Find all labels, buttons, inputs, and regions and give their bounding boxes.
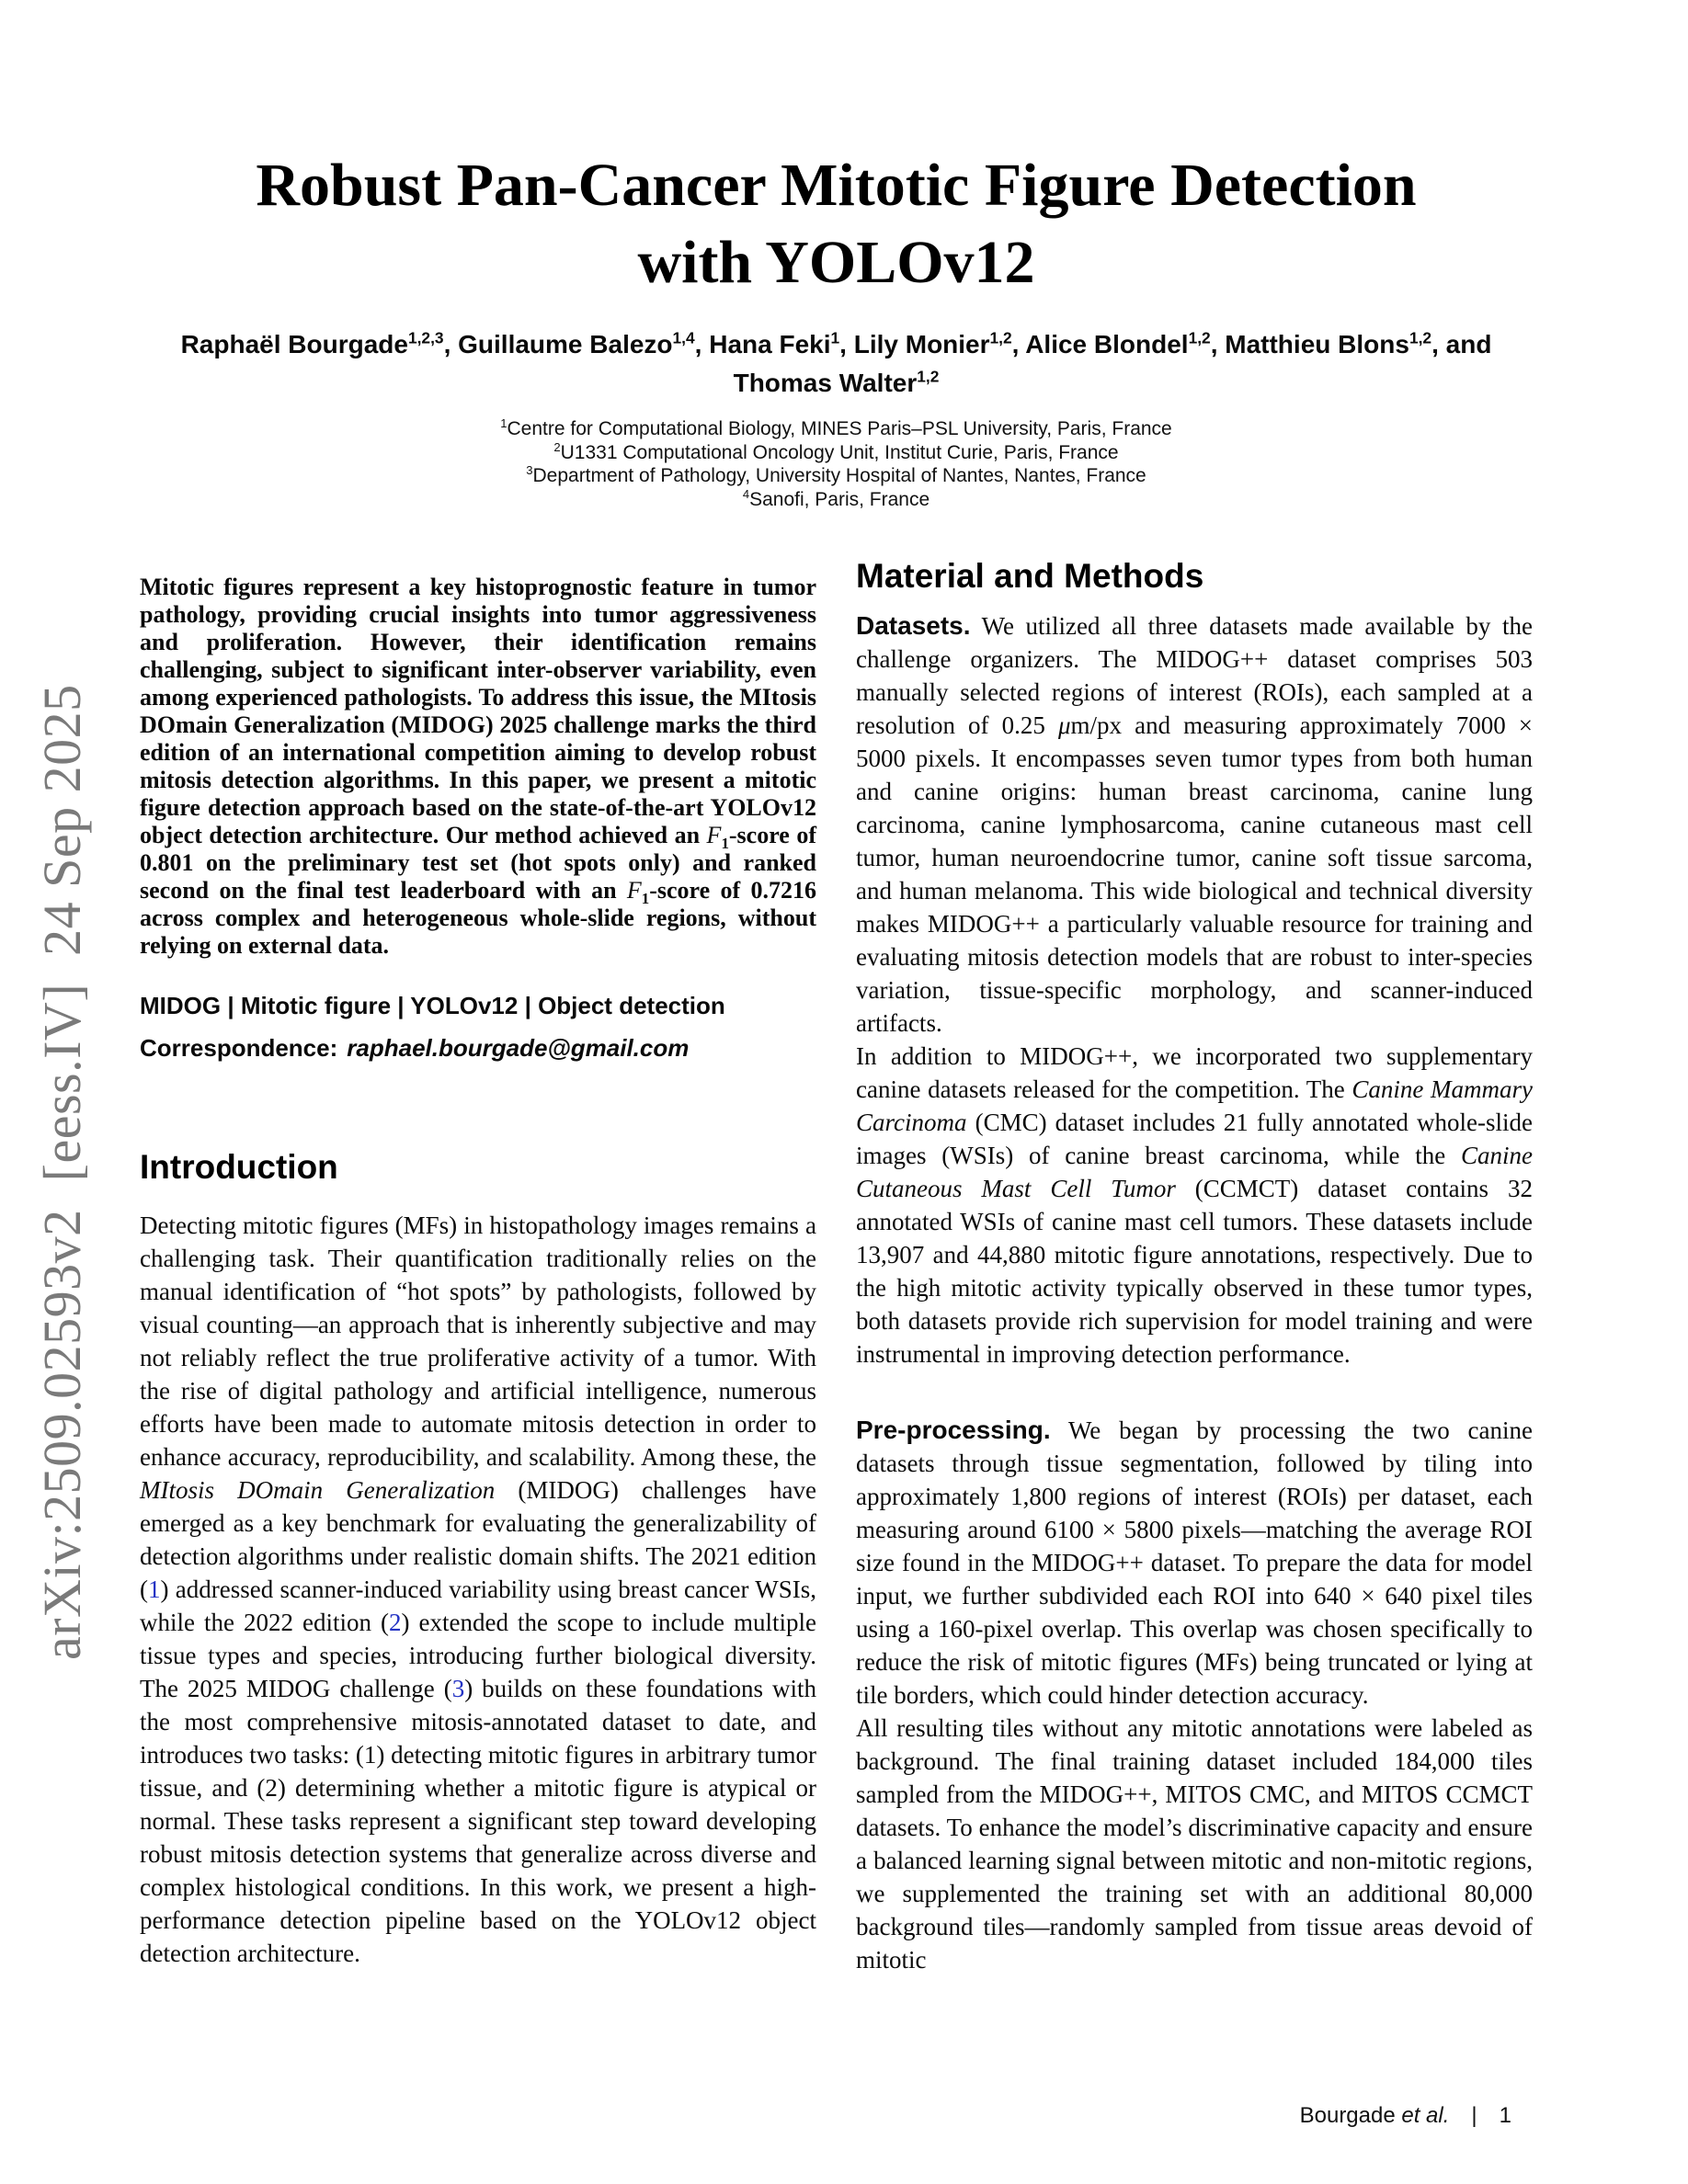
text-segment: et al.	[1401, 2103, 1450, 2128]
text-segment: U1331 Computational Oncology Unit, Institut Curie, Paris, France	[560, 441, 1119, 463]
subscript: 1	[641, 890, 650, 908]
superscript: 1,4	[672, 328, 695, 347]
superscript: 2	[553, 439, 561, 454]
citation-link[interactable]: 2	[389, 1609, 402, 1636]
superscript: 1,2	[1409, 328, 1432, 347]
text-segment: Mitotic figures represent a key histoprognostic feature in tumor pathology, providing crucial insights into tumor aggressiveness and proliferation. However, their identification remains challenging, subject to significant inter-observer variability, even among experienced pathologists. To address this issue, the MItosis DOmain Generalization (MIDOG) 2025 challenge marks the third edition of an international competition aiming to develop robust mitosis detection algorithms. In this paper, we present a mitotic figure detection approach based on the state-of-the-art YOLOv12 object detection architecture. Our method achieved an	[140, 574, 816, 848]
datasets-paragraph-2	[856, 1040, 1533, 1371]
two-column-layout	[140, 556, 1533, 1976]
text-segment: , Matthieu Blons	[1210, 330, 1409, 358]
affiliations	[140, 417, 1533, 511]
section-heading-introduction: Introduction	[140, 1148, 338, 1186]
text-segment: We began by processing the two canine datasets through tissue segmentation, followed by tiling into approximately 1,800 regions of interest (ROIs) per dataset, each measuring around 6100 × 5800 pixels—matching the average ROI size found in the MIDOG++ dataset. To prepare the data for model input, we further subdivided each ROI into 640 × 640 pixel tiles using a 160-pixel overlap. This overlap was chosen specifically to reduce the risk of mitotic figures (MFs) being truncated or lying at tile borders, which could hinder detection accuracy.	[856, 1416, 1533, 1709]
text-segment: -score of 0.801 on the preliminary test set (hot spots only) and ranked second on the final test leaderboard with an	[140, 822, 816, 904]
affiliation-line	[140, 464, 1533, 488]
text-segment: (MIDOG) challenges have emerged as a key benchmark for evaluating the generalizability of detection algorithms under realistic domain shifts. The 2021 edition (	[140, 1476, 816, 1603]
keywords-line: MIDOG | Mitotic figure | YOLOv12 | Object detection	[140, 992, 725, 1019]
superscript: 1	[500, 416, 508, 430]
text-segment: Canine Cutaneous Mast Cell Tumor	[856, 1142, 1533, 1202]
abstract	[140, 574, 816, 960]
text-segment: -score of 0.7216 across complex and heterogeneous whole-slide regions, without relying on external data.	[140, 877, 816, 959]
paragraph-lead: Pre-processing.	[856, 1416, 1051, 1444]
preprocessing-paragraph-2	[856, 1712, 1533, 1976]
text-segment: ) extended the scope to include multiple tissue types and species, introducing further biological diversity. The 2025 MIDOG challenge (	[140, 1609, 817, 1702]
paper-title	[140, 147, 1533, 301]
footer-separator: |	[1471, 2103, 1477, 2128]
subscript: 1	[721, 835, 729, 853]
title-line-2: with YOLOv12	[637, 229, 1035, 296]
text-segment: Bourgade	[1299, 2103, 1402, 2128]
superscript: 3	[526, 463, 533, 477]
text-segment: F	[626, 877, 642, 904]
citation-link[interactable]: 3	[451, 1675, 465, 1702]
superscript: 1,2	[989, 328, 1012, 347]
text-segment: , Hana Feki	[694, 330, 831, 358]
superscript: 4	[742, 486, 750, 501]
text-segment: ) builds on these foundations with the most comprehensive mitosis-annotated dataset to date, and introduces two tasks: (1) detecting mitotic figures in arbitrary tumor tissue, and (2) determining whether a mitotic figure is atypical or normal. These tasks represent a significant step toward developing robust mitosis detection systems that generalize across diverse and complex histological conditions. In this work, we present a high-performance detection pipeline based on the YOLOv12 object detection architecture.	[140, 1675, 816, 1967]
text-segment: (CCMCT) dataset contains 32 annotated WSIs of canine mast cell tumors. These datasets include 13,907 and 44,880 mitotic figure annotations, respectively. Due to the high mitotic activity typically observed in these tumor types, both datasets provide rich supervision for model training and were instrumental in improving detection performance.	[856, 1175, 1534, 1368]
superscript: 1,2	[1188, 328, 1211, 347]
text-segment: , Alice Blondel	[1011, 330, 1189, 358]
superscript: 1,2,3	[407, 328, 444, 347]
page-number: 1	[1499, 2103, 1511, 2128]
text-segment: Centre for Computational Biology, MINES Paris–PSL University, Paris, France	[507, 418, 1172, 439]
correspondence-email[interactable]: raphael.bourgade@gmail.com	[347, 1034, 690, 1062]
text-segment: Canine Mammary Carcinoma	[856, 1075, 1533, 1136]
left-column	[140, 556, 816, 1976]
arxiv-watermark: arXiv:2509.02593v2 [eess.IV] 24 Sep 2025	[32, 684, 92, 1660]
text-segment: MItosis DOmain Generalization	[140, 1476, 496, 1504]
text-segment: (CMC) dataset includes 21 fully annotated whole-slide images (WSIs) of canine breast carcinoma, while the	[856, 1109, 1533, 1169]
paragraph-lead: Datasets.	[856, 611, 971, 640]
text-segment: In addition to MIDOG++, we incorporated two supplementary canine datasets released for the competition. The	[856, 1042, 1533, 1103]
affiliation-line	[140, 488, 1533, 512]
text-segment: , Lily Monier	[839, 330, 990, 358]
citation-link[interactable]: 1	[148, 1575, 161, 1603]
superscript: 1	[830, 328, 840, 347]
right-column	[856, 556, 1533, 1976]
section-heading-material-methods: Material and Methods	[856, 557, 1204, 595]
author-list	[140, 325, 1533, 403]
affiliation-line	[140, 417, 1533, 441]
text-segment: Raphaël Bourgade	[180, 330, 408, 358]
correspondence-label: Correspondence:	[140, 1034, 338, 1062]
text-segment: , Guillaume Balezo	[443, 330, 673, 358]
text-segment: m/px and measuring approximately 7000 × 5000 pixels. It encompasses seven tumor types from both human and canine origins: human breast carcinoma, canine lung carcinoma, canine lymphosarcoma, canine cutaneous mast cell tumor, human neuroendocrine tumor, canine soft tissue sarcoma, and human melanoma. This wide biological and technical diversity makes MIDOG++ a particularly valuable resource for training and evaluating mitosis detection models that are robust to inter-species variation, tissue-specific morphology, and scanner-induced artifacts.	[856, 711, 1533, 1037]
text-segment: Detecting mitotic figures (MFs) in histopathology images remains a challenging task. Their quantification traditionally relies on the manual identification of “hot spots” by pathologists, followed by visual counting—an approach that is inherently subjective and may not reliably reflect the true proliferative activity of a tumor. With the rise of digital pathology and artificial intelligence, numerous efforts have been made to automate mitosis detection in order to enhance accuracy, reproducibility, and scalability. Among these, the	[140, 1211, 816, 1471]
text-segment: All resulting tiles without any mitotic annotations were labeled as background. The final training dataset included 184,000 tiles sampled from the MIDOG++, MITOS CMC, and MITOS CCMCT datasets. To enhance the model’s discriminative capacity and ensure a balanced learning signal between mitotic and non-mitotic regions, we supplemented the training set with an additional 80,000 background tiles—randomly sampled from tissue areas devoid of mitotic	[856, 1714, 1533, 1974]
introduction-paragraph	[140, 1209, 816, 1970]
title-line-1: Robust Pan-Cancer Mitotic Figure Detection	[256, 152, 1417, 219]
text-segment: Department of Pathology, University Hospital of Nantes, Nantes, France	[532, 465, 1146, 486]
text-segment: , and Thomas Walter	[733, 330, 1492, 397]
preprocessing-paragraph-1	[856, 1414, 1533, 1712]
text-segment: We utilized all three datasets made available by the challenge organizers. The MIDOG++ dataset comprises 503 manually selected regions of interest (ROIs), each sampled at a resolution of 0.25	[856, 612, 1533, 739]
correspondence-line	[140, 1033, 816, 1063]
page-body	[140, 0, 1533, 1976]
page-footer	[1300, 2103, 1511, 2129]
datasets-paragraph-1	[856, 609, 1533, 1040]
text-segment: F	[706, 822, 722, 848]
text-segment: μ	[1057, 711, 1071, 739]
affiliation-line	[140, 441, 1533, 465]
text-segment: ) addressed scanner-induced variability using breast cancer WSIs, while the 2022 edition (	[140, 1575, 816, 1636]
superscript: 1,2	[917, 367, 940, 386]
text-segment: Sanofi, Paris, France	[749, 488, 930, 510]
